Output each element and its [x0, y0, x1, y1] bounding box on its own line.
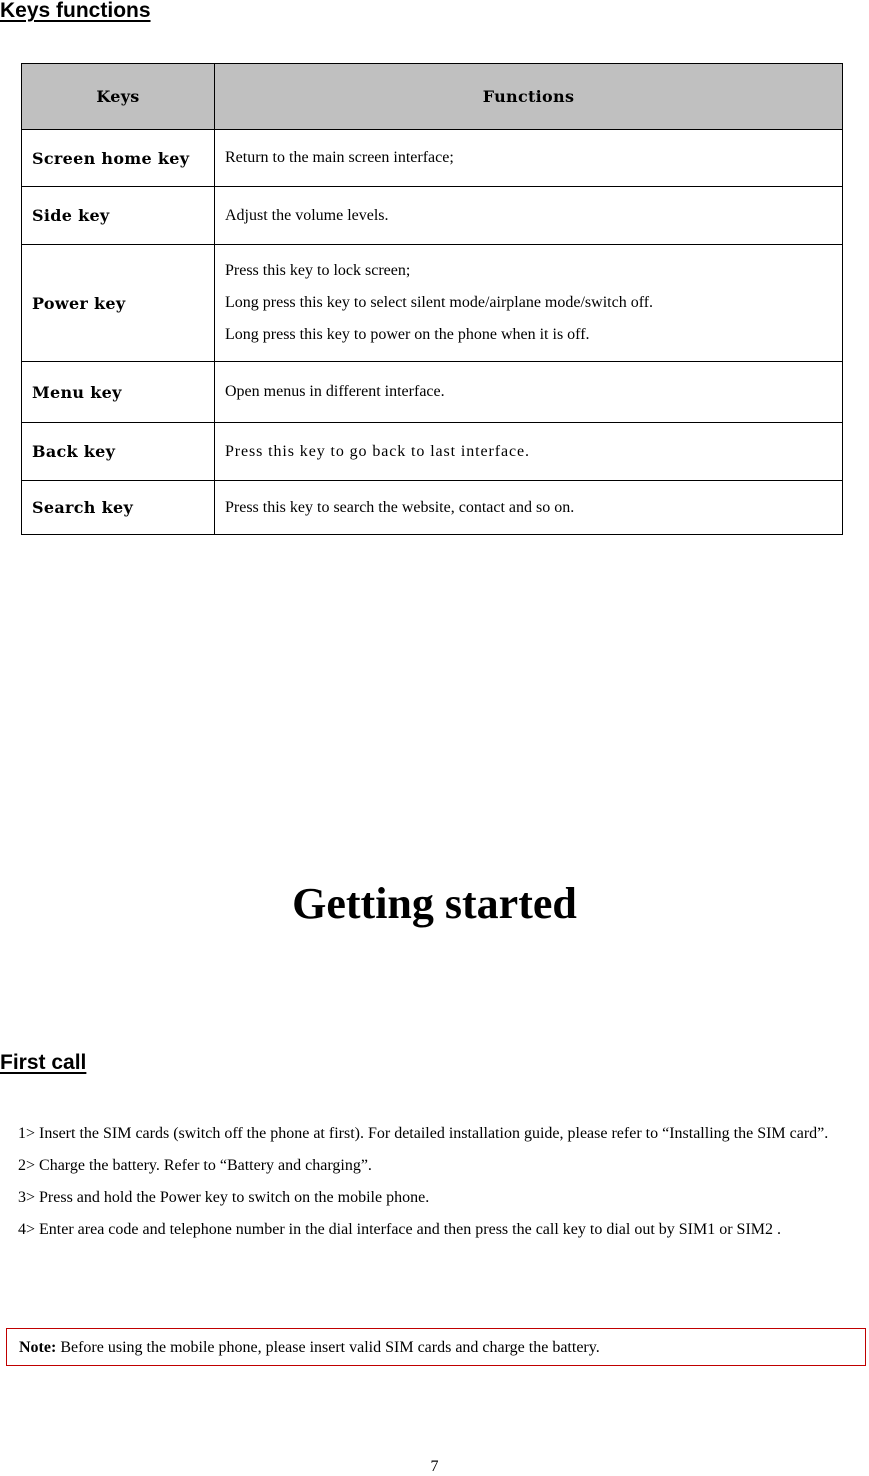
- note-box: [6, 1328, 866, 1366]
- keys-column-header: Keys: [22, 64, 215, 130]
- note-label: Note:: [19, 1339, 57, 1356]
- table-row: [22, 423, 843, 481]
- key-name-cell: Back key: [22, 423, 215, 481]
- table-row: [22, 481, 843, 535]
- table-row: [22, 362, 843, 423]
- first-call-steps: [18, 1118, 869, 1246]
- function-line: Long press this key to power on the phone when it is off.: [225, 326, 590, 343]
- function-cell: [215, 130, 843, 187]
- function-line: Open menus in different interface.: [225, 383, 445, 400]
- first-call-heading: First call: [0, 1051, 87, 1074]
- function-line: Return to the main screen interface;: [225, 149, 454, 166]
- key-name-cell: Screen home key: [22, 130, 215, 187]
- key-name-cell: Search key: [22, 481, 215, 535]
- function-line: Press this key to lock screen;: [225, 262, 411, 279]
- table-row: [22, 130, 843, 187]
- key-name-cell: Power key: [22, 245, 215, 362]
- function-cell: [215, 423, 843, 481]
- list-item: 4> Enter area code and telephone number in the dial interface and then press the call key to dial out by SIM1 or SIM2 .: [18, 1221, 782, 1238]
- function-cell: [215, 187, 843, 245]
- function-line: Long press this key to select silent mode/airplane mode/switch off.: [225, 294, 654, 311]
- function-line: Adjust the volume levels.: [225, 206, 389, 224]
- keys-functions-heading: Keys functions: [0, 0, 151, 22]
- functions-column-header: Functions: [215, 64, 843, 130]
- table-header-row: [22, 64, 843, 130]
- list-item: 1> Insert the SIM cards (switch off the phone at first). For detailed installation guide, please refer to “Installing the SIM card”.: [18, 1125, 829, 1142]
- table-row: [22, 187, 843, 245]
- note-text: Before using the mobile phone, please insert valid SIM cards and charge the battery.: [56, 1339, 600, 1356]
- page-number: 7: [430, 1458, 439, 1475]
- keys-functions-table: [21, 63, 843, 535]
- chapter-title: Getting started: [292, 879, 577, 928]
- key-name-cell: Side key: [22, 187, 215, 245]
- key-name-cell: Menu key: [22, 362, 215, 423]
- function-cell: [215, 245, 843, 362]
- function-line: Press this key to go back to last interface.: [225, 442, 530, 460]
- function-line: Press this key to search the website, contact and so on.: [225, 498, 575, 516]
- list-item: 2> Charge the battery. Refer to “Battery and charging”.: [18, 1157, 372, 1174]
- function-cell: [215, 362, 843, 423]
- table-row: [22, 245, 843, 362]
- list-item: 3> Press and hold the Power key to switch on the mobile phone.: [18, 1189, 430, 1206]
- function-cell: [215, 481, 843, 535]
